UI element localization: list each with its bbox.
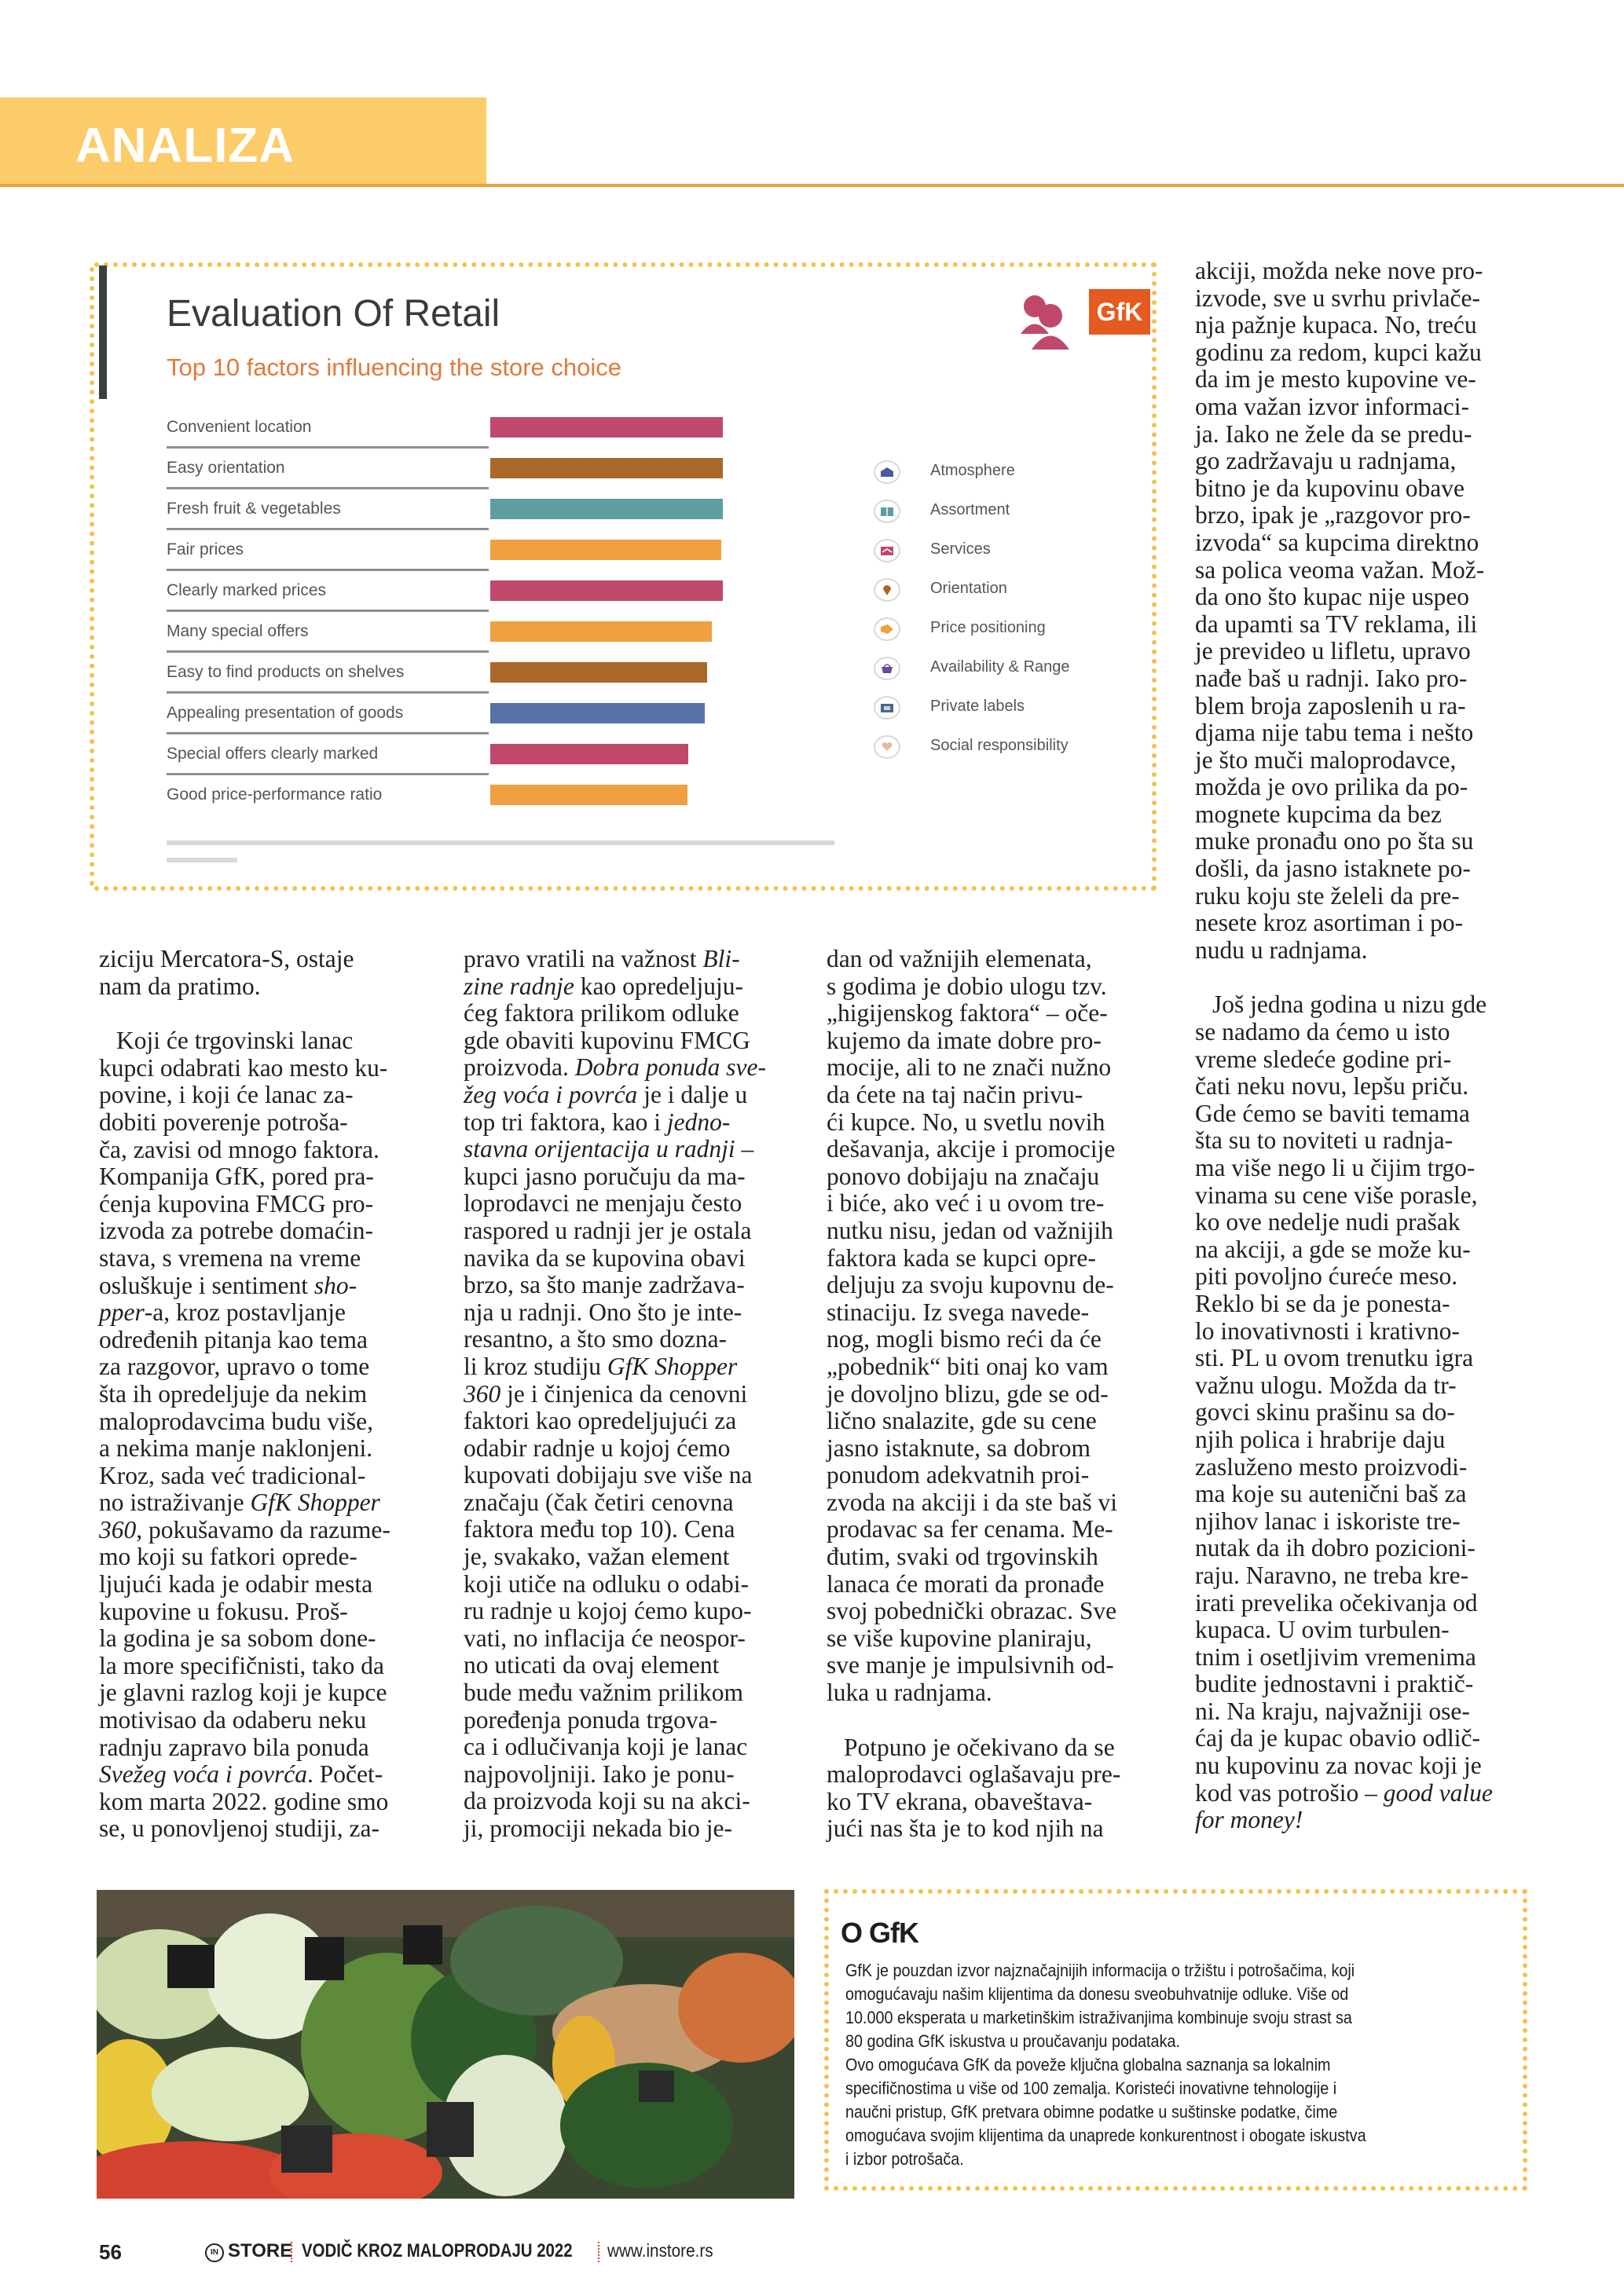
text-line: Gde ćemo se baviti temama	[1195, 1099, 1470, 1127]
legend-item	[874, 578, 1157, 610]
text-line: ru radnje u kojoj ćemo kupo-	[464, 1597, 752, 1625]
text-line: naučni pristup, GfK pretvara obimne podatke u suštinske podatke, čime	[845, 2102, 1338, 2122]
text-line: sa polica veoma važan. Mož-	[1195, 555, 1485, 584]
text-line: gde obaviti kupovinu FMCG	[464, 1026, 750, 1054]
text-line: omogućavaju našim klijentima da donesu sveobuhvatnije odluke. Više od	[845, 1984, 1349, 2004]
text-line: mognete kupcima da bez	[1195, 800, 1443, 828]
legend-label: Price positioning	[930, 619, 1046, 636]
text-line: i izbor potrošača.	[845, 2149, 964, 2169]
text-line: godinu za redom, kupci kažu	[1195, 338, 1482, 366]
legend-label: Availability & Range	[930, 658, 1070, 676]
row-divider	[167, 610, 489, 612]
text-line: nesete kroz asortiman i po-	[1195, 909, 1464, 937]
bar-row	[167, 782, 732, 823]
text-line: specifičnostima u više od 100 zemalja. Koristeći inovativne tehnologije i	[845, 2078, 1337, 2098]
text-line: ruku koju ste želeli da pre-	[1195, 881, 1460, 910]
legend-label: Private labels	[930, 698, 1025, 715]
frame-accent-bar	[99, 265, 107, 399]
text-line: dan od važnijih elemenata,	[827, 945, 1092, 972]
text-line: prodavac sa fer cenama. Me-	[827, 1515, 1113, 1543]
row-divider	[167, 487, 489, 489]
text-line: 10.000 eksperata u marketinškim istraživanjima kombinuje svoju strast sa	[845, 2008, 1352, 2027]
text-line: jući nas šta je to kod njih na	[827, 1814, 1104, 1843]
text-line: ponudom adekvatnih proi-	[827, 1461, 1090, 1489]
text-line: GfK je pouzdan izvor najznačajnijih informacija o tržištu i potrošačima, koji	[845, 1961, 1355, 1980]
text-line: je, svakako, važan element	[464, 1543, 730, 1571]
text-line: Koji će trgovinski lanac	[116, 1027, 354, 1055]
legend-label: Social responsibility	[930, 737, 1069, 754]
text-line: deljuju za svoju kupovnu de-	[827, 1271, 1114, 1299]
text-line: Potpuno je očekivano da se	[844, 1733, 1115, 1761]
legend-label: Orientation	[930, 580, 1007, 597]
row-divider	[167, 446, 489, 449]
legend-item	[874, 735, 1157, 767]
text-line: da ćete na taj način privu-	[827, 1080, 1083, 1108]
bar-label: Clearly marked prices	[167, 581, 327, 599]
basket-icon	[874, 657, 900, 680]
text-line: irati prevelika očekivanja od	[1195, 1588, 1478, 1617]
paragraph	[827, 1734, 1164, 1843]
text-line: je glavni razlog koji je kupce	[99, 1679, 387, 1707]
text-line: došli, da jasno istaknete po-	[1195, 855, 1471, 883]
text-line: 80 godina GfK iskustva u proučavanju podataka.	[845, 2031, 1180, 2051]
text-line: for money!	[1195, 1806, 1303, 1834]
text-line: kupaca. U ovim turbulen-	[1195, 1616, 1450, 1644]
text-line: ma više nego li u čijim trgo-	[1195, 1154, 1476, 1181]
bar	[490, 458, 723, 478]
text-line: vreme sledeće godine pri-	[1195, 1045, 1452, 1073]
text-line: kupci odabrati kao mesto ku-	[99, 1053, 388, 1082]
article-column-4	[1195, 258, 1541, 1834]
text-line: la godina je sa sobom done-	[99, 1624, 376, 1653]
text-line: proizvoda. Dobra ponuda sve-	[464, 1053, 766, 1082]
text-line: stavna orijentacija u radnji –	[464, 1135, 754, 1163]
bar-label: Convenient location	[167, 418, 312, 436]
legend-label: Services	[930, 540, 991, 558]
text-line: ji, promociji nekada bio je-	[464, 1814, 733, 1842]
text-line: za razgovor, upravo o tome	[99, 1353, 370, 1381]
text-line: dobiti poverenje potroša-	[99, 1108, 348, 1136]
text-line: brzo, sa što manje zadržava-	[464, 1271, 745, 1299]
text-line: ljujući kada je odabir mesta	[99, 1570, 373, 1598]
text-line: ziciju Mercatora-S, ostaje	[99, 945, 354, 972]
text-line: čati neku novu, lepšu priču.	[1195, 1072, 1469, 1100]
bar	[490, 499, 723, 519]
bar-label: Fair prices	[167, 540, 244, 558]
text-line: najpovoljniji. Iako je ponu-	[464, 1760, 735, 1788]
chart-subtitle: Top 10 factors influencing the store choice	[167, 353, 622, 381]
text-line: no uticati da ovaj element	[464, 1651, 720, 1679]
text-line: li kroz studiju GfK Shopper	[464, 1352, 738, 1380]
section-title: ANALIZA	[75, 119, 295, 173]
text-line: bitno je da kupovinu obave	[1195, 474, 1465, 502]
text-line: ponovo dobijaju na značaju	[827, 1162, 1100, 1190]
text-line: važnu ulogu. Možda da tr-	[1195, 1371, 1457, 1399]
text-line: šta ih opredeljuje da nekim	[99, 1379, 368, 1408]
text-line: nog, mogli bismo reći da će	[827, 1325, 1102, 1353]
text-line: da ono što kupac nije uspeo	[1195, 583, 1470, 611]
text-line: svoj pobednički obrazac. Sve	[827, 1597, 1117, 1625]
text-line: resantno, a što smo dozna-	[464, 1325, 728, 1353]
text-line: lično snalazite, gde su cene	[827, 1407, 1097, 1435]
bar-row	[167, 660, 732, 701]
shop-icon	[874, 460, 900, 484]
text-line: ma koje su autenični baš za	[1195, 1480, 1467, 1508]
text-line: govci skinu prašinu sa do-	[1195, 1398, 1455, 1426]
text-line: mocije, ali to ne znači nužno	[827, 1053, 1112, 1082]
about-gfk-title: O GfK	[841, 1917, 918, 1949]
text-line: zasluženo mesto proizvodi-	[1195, 1452, 1468, 1481]
legend-item	[874, 657, 1157, 688]
text-line: no istraživanje GfK Shopper	[99, 1489, 380, 1517]
bar-label: Fresh fruit & vegetables	[167, 500, 341, 518]
bar-row	[167, 496, 732, 537]
bar-label: Easy to find products on shelves	[167, 663, 405, 681]
text-line: go zadržavaju u radnjama,	[1195, 447, 1457, 475]
text-line: ko TV ekrana, obaveštava-	[827, 1787, 1093, 1815]
footer-divider	[291, 2242, 292, 2262]
text-line: značaju (čak četiri cenovna	[464, 1488, 734, 1516]
text-line: osluškuje i sentiment sho-	[99, 1271, 357, 1299]
text-line: šta su to noviteti u radnja-	[1195, 1126, 1454, 1155]
text-line: nam da pratimo.	[99, 972, 261, 1000]
text-line: pper-a, kroz postavljanje	[99, 1298, 346, 1327]
text-line: stava, s vremena na vreme	[99, 1243, 361, 1272]
text-line: maloprodavcima budu više,	[99, 1407, 374, 1435]
text-line: ćenja kupovina FMCG pro-	[99, 1189, 374, 1218]
footer-divider	[598, 2242, 599, 2262]
gfk-logo: GfK	[1089, 289, 1150, 335]
text-line: dešavanja, akcije i promocije	[827, 1135, 1116, 1163]
text-line: i biće, ako već i u ovom tre-	[827, 1189, 1105, 1218]
website-link[interactable]: www.instore.rs	[607, 2240, 713, 2261]
page-number: 56	[99, 2240, 122, 2264]
bar	[490, 744, 688, 764]
text-line: „pobednik“ biti onaj ko vam	[827, 1352, 1109, 1380]
text-line: nutak da ih dobro pozicioni-	[1195, 1534, 1476, 1562]
text-line: ni. Na kraju, najvažniji ose-	[1195, 1697, 1470, 1725]
publication-title: VODIČ KROZ MALOPRODAJU 2022	[302, 2240, 573, 2261]
paragraph	[1195, 258, 1541, 964]
text-line: motivisao da odaberu neku	[99, 1706, 367, 1734]
location-pin-icon	[874, 578, 900, 602]
text-line: stinaciju. Iz svega navede-	[827, 1298, 1090, 1326]
text-line: djama nije tabu tema i nešto	[1195, 719, 1474, 747]
text-line: žeg voća i povrća je i dalje u	[464, 1080, 748, 1108]
legend-label: Assortment	[930, 501, 1010, 518]
bar-row	[167, 415, 732, 456]
text-line: kujemo da imate dobre pro-	[827, 1026, 1102, 1054]
text-line: oma važan izvor informaci-	[1195, 392, 1469, 420]
text-line: piti povoljno ćureće meso.	[1195, 1262, 1458, 1291]
text-line: Ovo omogućava GfK da poveže ključna globalna saznanja sa lokalnim	[845, 2055, 1331, 2074]
text-line: „higijenskog faktora“ – oče-	[827, 999, 1108, 1027]
text-line: vinama su cene više porasle,	[1195, 1181, 1478, 1209]
legend-label: Atmosphere	[930, 462, 1015, 479]
shelf-icon	[874, 500, 900, 523]
text-line: sve manje je impulsivnih od-	[827, 1651, 1114, 1679]
frame-left-edge	[90, 267, 99, 886]
text-line: tnim i osetljivim vremenima	[1195, 1642, 1476, 1671]
bar	[490, 703, 705, 723]
text-line: povine, i koji će lanac za-	[99, 1081, 354, 1109]
text-line: da im je mesto kupovine ve-	[1195, 365, 1476, 394]
text-line: kupci jasno poručuju da ma-	[464, 1162, 746, 1190]
text-line: brzo, ipak je „razgovor pro-	[1195, 501, 1471, 529]
text-line: nudu u radnjama.	[1195, 936, 1368, 964]
text-line: 360 je i činjenica da cenovni	[464, 1379, 748, 1408]
text-line: ćeg faktora prilikom odluke	[464, 999, 739, 1027]
text-line: navika da se kupovina obavi	[464, 1243, 746, 1272]
text-line: zine radnje kao opredeljuju-	[464, 972, 744, 1000]
bar	[490, 540, 721, 560]
text-line: Svežeg voća i povrća. Počet-	[99, 1760, 383, 1789]
bar-row	[167, 619, 732, 660]
text-line: Kroz, sada već tradicional-	[99, 1461, 366, 1489]
text-line: ći kupce. No, u svetlu novih	[827, 1108, 1105, 1136]
text-line: lo inovativnosti i krativno-	[1195, 1316, 1460, 1345]
label-icon	[874, 696, 900, 720]
text-line: kupovati dobijaju sve više na	[464, 1461, 753, 1489]
instore-logo-icon: IN	[205, 2243, 224, 2262]
text-line: odabir radnje u kojoj ćemo	[464, 1434, 731, 1462]
text-line: koji utiče na odluku o odabi-	[464, 1569, 750, 1598]
bar	[490, 580, 723, 601]
text-line: budite jednostavni i praktič-	[1195, 1670, 1474, 1698]
text-line: kupovine u fokusu. Proš-	[99, 1597, 348, 1625]
text-line: raju. Naravno, ne treba kre-	[1195, 1561, 1469, 1589]
text-line: nja u radnji. Ono što je inte-	[464, 1298, 742, 1326]
row-divider	[167, 528, 489, 530]
text-line: Još jedna godina u nizu gde	[1212, 991, 1487, 1019]
text-line: na akciji, a gde se može ku-	[1195, 1235, 1471, 1263]
text-line: 360, pokušavamo da razume-	[99, 1515, 390, 1543]
text-line: bude među važnim prilikom	[464, 1679, 744, 1707]
text-line: lanaca će morati da pronađe	[827, 1569, 1105, 1598]
text-line: njih polica i hrabrije daju	[1195, 1425, 1446, 1453]
text-line: zvoda na akciji i da ste baš vi	[827, 1488, 1118, 1516]
text-line: muke pronađu ono po šta su	[1195, 827, 1474, 855]
bar	[490, 662, 707, 683]
text-line: Kompanija GfK, pored pra-	[99, 1163, 374, 1191]
legend-item	[874, 617, 1157, 649]
text-line: se, u ponovljenoj studiji, za-	[99, 1814, 379, 1843]
text-line: faktora među top 10). Cena	[464, 1515, 735, 1543]
text-line: faktora kada se kupci opre-	[827, 1243, 1096, 1272]
section-header-rule	[0, 184, 1624, 187]
paragraph	[464, 946, 797, 1843]
paragraph	[827, 946, 1164, 1707]
bar-row	[167, 701, 732, 742]
text-line: vati, no inflacija će neospor-	[464, 1624, 746, 1652]
text-line: top tri faktora, kao i jedno-	[464, 1108, 731, 1136]
bar-label: Many special offers	[167, 622, 309, 640]
paragraph	[1195, 991, 1541, 1833]
text-line: poređenja ponuda trgova-	[464, 1705, 718, 1734]
paragraph	[99, 1027, 429, 1843]
row-divider	[167, 773, 489, 775]
text-line: nu kupovinu za novac koji je	[1195, 1752, 1482, 1780]
text-line: jasno istaknute, sa dobrom	[827, 1434, 1091, 1462]
text-line: možda je ovo prilika da po-	[1195, 773, 1468, 801]
text-line: la more specifičnisti, tako da	[99, 1651, 385, 1679]
bar-row	[167, 578, 732, 619]
text-line: a nekima manje naklonjeni.	[99, 1434, 373, 1463]
chart-source-note-2	[167, 858, 237, 862]
bar	[490, 785, 687, 805]
text-line: da proizvoda koji su na akci-	[464, 1787, 750, 1815]
text-line: akciji, možda neke nove pro-	[1195, 257, 1483, 284]
text-line: ča, zavisi od mnogo faktora.	[99, 1135, 379, 1163]
brand-name: STORE	[228, 2240, 293, 2261]
bar-row	[167, 742, 732, 782]
text-line: nutku nisu, jedan od važnijih	[827, 1216, 1113, 1244]
article-column-2	[464, 946, 797, 1843]
text-line: s godima je dobio ulogu tzv.	[827, 972, 1107, 1000]
row-divider	[167, 732, 489, 734]
row-divider	[167, 691, 489, 694]
bar	[490, 417, 723, 438]
text-line: radnju zapravo bila ponuda	[99, 1733, 369, 1761]
legend-item	[874, 696, 1157, 727]
text-line: kom marta 2022. godine smo	[99, 1787, 389, 1815]
article-column-3	[827, 946, 1164, 1843]
text-line: blem broja zaposlenih u ra-	[1195, 691, 1466, 720]
text-line: đutim, svaki od trgovinskih	[827, 1543, 1098, 1571]
bar-row	[167, 537, 732, 578]
text-line: sti. PL u ovom trenutku igra	[1195, 1344, 1474, 1372]
row-divider	[167, 650, 489, 653]
text-line: ko ove nedelje nudi prašak	[1195, 1208, 1461, 1236]
text-line: ca i odlučivanja koji je lanac	[464, 1733, 748, 1761]
text-line: omogućava svojim klijentima da unaprede konkurentnost i obogate iskustva	[845, 2126, 1366, 2145]
bar	[490, 621, 712, 642]
bar-label: Good price-performance ratio	[167, 785, 383, 804]
bar-label: Easy orientation	[167, 459, 285, 477]
text-line: izvode, sve u svrhu privlače-	[1195, 284, 1481, 312]
text-line: kod vas potrošio – good value	[1195, 1778, 1493, 1807]
service-icon	[874, 539, 900, 562]
article-column-1	[99, 946, 429, 1843]
text-line: izvoda za potrebe domaćin-	[99, 1217, 373, 1245]
text-line: nja pažnje kupaca. No, treću	[1195, 311, 1477, 339]
text-line: je previdео u lifletu, upravo	[1195, 637, 1471, 665]
vegetables-photo	[97, 1890, 794, 2199]
page-footer	[0, 2240, 1624, 2272]
legend-item	[874, 539, 1157, 570]
bar-label: Appealing presentation of goods	[167, 704, 404, 722]
text-line: nađe baš u radnji. Iako pro-	[1195, 664, 1468, 692]
text-line: raspored u radnji jer je ostala	[464, 1216, 752, 1244]
text-line: je dovoljno blizu, gde se od-	[827, 1379, 1109, 1408]
text-line: faktori kao opredeljujući za	[464, 1407, 737, 1435]
bar-label: Special offers clearly marked	[167, 745, 379, 763]
text-line: pravo vratili na važnost Bli-	[464, 945, 740, 972]
text-line: mo koji su fatkori oprede-	[99, 1543, 357, 1571]
row-divider	[167, 569, 489, 571]
text-line: njihov lanac i iskoriste tre-	[1195, 1507, 1461, 1535]
text-line: ćaj da je kupac obavio odlič-	[1195, 1724, 1480, 1752]
text-line: Reklo bi se da je ponesta-	[1195, 1289, 1450, 1317]
text-line: loprodavci ne menjaju često	[464, 1189, 742, 1218]
text-line: se više kupovine planiraju,	[827, 1624, 1092, 1652]
text-line: da upamti sa TV reklama, ili	[1195, 610, 1478, 638]
bar-row	[167, 456, 732, 496]
legend-item	[874, 460, 1157, 492]
hand-heart-icon	[874, 735, 900, 759]
text-line: određenih pitanja kao tema	[99, 1325, 368, 1353]
chart-source-note	[167, 840, 834, 845]
text-line: luka u radnjama.	[827, 1679, 992, 1707]
text-line: je što muči maloprodavce,	[1195, 745, 1457, 774]
about-gfk-text	[845, 1959, 1523, 2171]
paragraph	[99, 946, 429, 1000]
text-line: ja. Iako ne žele da se predu-	[1195, 419, 1472, 448]
text-line: maloprodavci oglašavaju pre-	[827, 1760, 1121, 1789]
price-tag-icon	[874, 617, 900, 641]
chart-title: Evaluation Of Retail	[167, 293, 500, 335]
text-line: se nadamo da ćemo u isto	[1195, 1018, 1450, 1046]
text-line: izvoda“ sa kupcima direktno	[1195, 528, 1479, 556]
legend-item	[874, 500, 1157, 531]
